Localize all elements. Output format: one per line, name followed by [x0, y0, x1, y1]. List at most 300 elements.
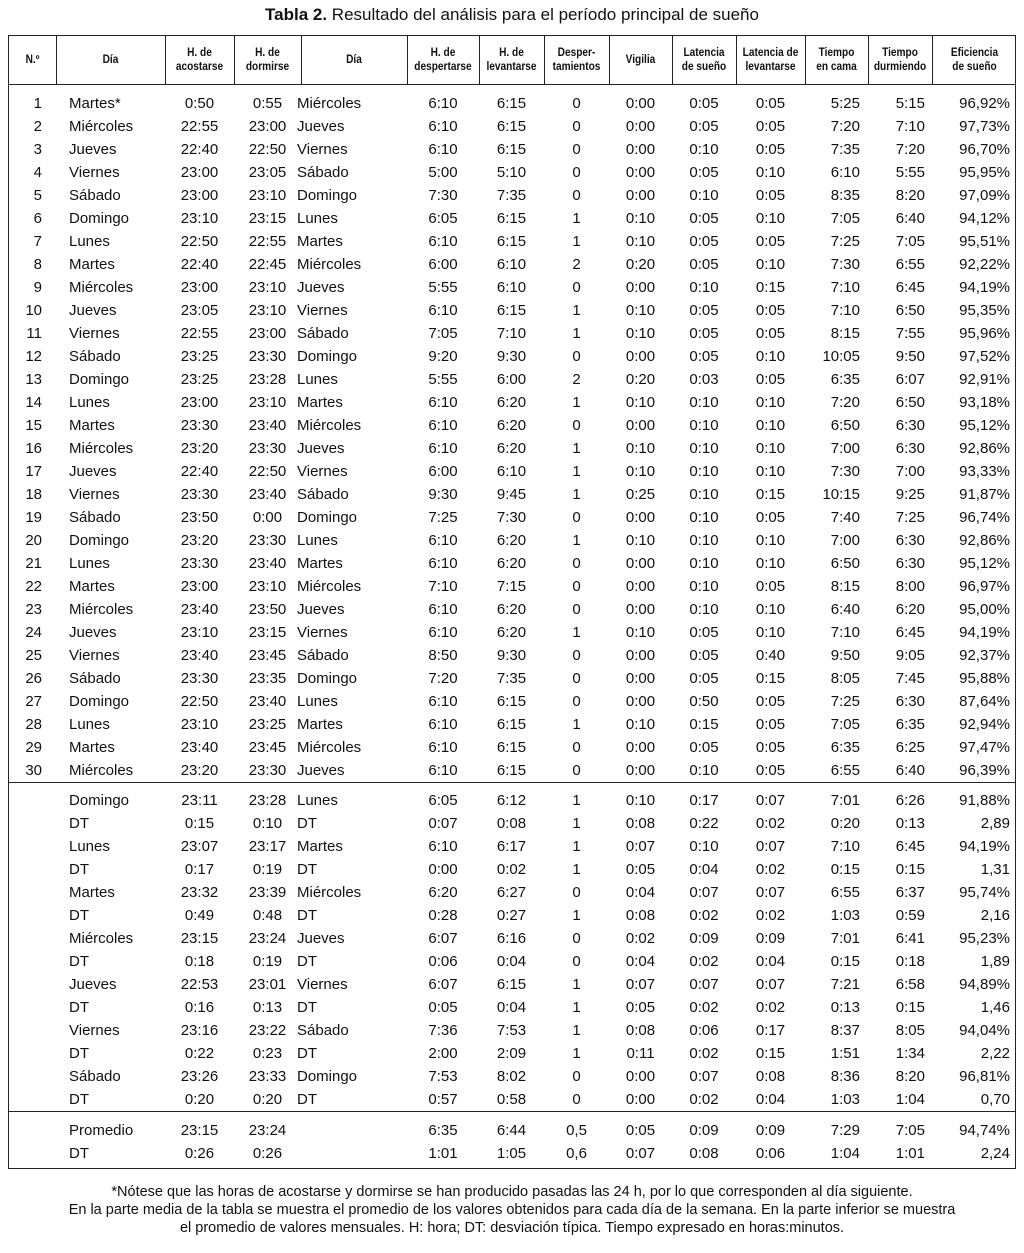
- cell-wakefulness: 0:08: [625, 815, 656, 832]
- cell-sleep-latency: 0:05: [689, 256, 719, 273]
- cell-wakefulness: 0:10: [625, 463, 656, 480]
- cell-sleep-onset-time: 23:05: [248, 164, 287, 181]
- cell-wakefulness: 0:05: [625, 861, 656, 878]
- cell-time-in-bed: 6:50: [830, 417, 860, 434]
- cell-bedtime: 0:20: [184, 1091, 215, 1108]
- column-header-awakenings: [548, 36, 605, 84]
- cell-sleep-onset-time: 0:13: [252, 999, 283, 1016]
- cell-time-asleep: 1:04: [895, 1091, 925, 1108]
- cell-rise-time: 6:44: [496, 1122, 527, 1139]
- cell-wakefulness: 0:11: [626, 1045, 655, 1062]
- cell-wakefulness: 0:10: [625, 440, 656, 457]
- cell-weekday-wake: Martes: [297, 838, 343, 855]
- cell-awakenings: 0: [572, 930, 581, 947]
- cell-wakefulness: 0:02: [625, 930, 656, 947]
- cell-sleep-onset-time: 23:33: [248, 1068, 287, 1085]
- cell-sleep-latency: 0:17: [689, 792, 719, 809]
- cell-wakefulness: 0:10: [625, 532, 656, 549]
- header-divider: [234, 36, 235, 84]
- cell-weekday-bed: Lunes: [69, 716, 110, 733]
- cell-rise-time: 0:08: [496, 815, 527, 832]
- cell-awakenings: 0: [572, 601, 581, 618]
- cell-wakefulness: 0:00: [625, 1068, 656, 1085]
- cell-rise-time: 8:02: [496, 1068, 527, 1085]
- cell-sleep-onset-time: 23:35: [248, 670, 287, 687]
- cell-weekday-wake: DT: [297, 953, 317, 970]
- cell-bedtime: 0:22: [184, 1045, 215, 1062]
- cell-time-in-bed: 7:35: [830, 141, 860, 158]
- cell-sleep-efficiency: 96,39%: [959, 762, 1010, 779]
- cell-sleep-onset-time: 0:20: [252, 1091, 283, 1108]
- cell-weekday-bed: Lunes: [69, 394, 110, 411]
- cell-rise-time: 6:10: [496, 279, 527, 296]
- monthly-summary-row: [9, 1119, 1015, 1142]
- cell-bedtime: 0:15: [184, 815, 215, 832]
- cell-weekday-wake: Domingo: [297, 348, 358, 365]
- cell-sleep-latency: 0:05: [689, 647, 719, 664]
- cell-rise-time: 6:10: [496, 463, 527, 480]
- cell-sleep-latency: 0:06: [689, 1022, 719, 1039]
- cell-rise-latency: 0:05: [755, 95, 786, 112]
- cell-sleep-efficiency: 1,89: [980, 953, 1010, 970]
- daily-row: [9, 138, 1015, 161]
- cell-bedtime: 0:17: [184, 861, 215, 878]
- cell-time-asleep: 0:18: [895, 953, 925, 970]
- cell-weekday-wake: Sábado: [297, 486, 349, 503]
- cell-awakenings: 0: [572, 555, 581, 572]
- cell-rise-latency: 0:10: [755, 210, 786, 227]
- cell-time-asleep: 0:59: [895, 907, 925, 924]
- cell-time-asleep: 6:41: [895, 930, 925, 947]
- cell-weekday-wake: Jueves: [297, 930, 345, 947]
- cell-time-in-bed: 7:21: [830, 976, 860, 993]
- cell-weekday-bed: Martes: [69, 739, 115, 756]
- cell-wakefulness: 0:00: [625, 555, 656, 572]
- cell-rise-time: 6:12: [496, 792, 527, 809]
- cell-bedtime: 23:15: [180, 930, 219, 947]
- column-header-line: levantarse: [745, 61, 796, 73]
- cell-rise-time: 6:20: [496, 532, 527, 549]
- cell-sleep-latency: 0:05: [689, 325, 719, 342]
- cell-time-asleep: 6:25: [895, 739, 925, 756]
- cell-wakefulness: 0:00: [625, 693, 656, 710]
- cell-bedtime: 23:20: [180, 440, 219, 457]
- sleep-analysis-table: [8, 35, 1016, 1169]
- cell-sleep-onset-time: 22:50: [248, 141, 287, 158]
- cell-number: 16: [25, 440, 42, 457]
- cell-time-asleep: 6:30: [895, 532, 925, 549]
- cell-sleep-efficiency: 97,09%: [959, 187, 1010, 204]
- cell-sleep-onset-time: 0:26: [252, 1145, 283, 1162]
- cell-sleep-efficiency: 0,70: [980, 1091, 1010, 1108]
- cell-weekday-bed: Martes: [69, 417, 115, 434]
- cell-number: [9, 1119, 42, 1142]
- cell-weekday-bed: Sábado: [69, 187, 121, 204]
- cell-sleep-efficiency: 94,04%: [959, 1022, 1010, 1039]
- cell-rise-time: 0:02: [496, 861, 527, 878]
- cell-time-in-bed: 7:00: [830, 440, 860, 457]
- cell-rise-time: 6:15: [496, 302, 527, 319]
- cell-weekday-bed: Domingo: [69, 693, 130, 710]
- footnote-line: En la parte media de la tabla se muestra el promedio de los valores obtenidos para cada día de la semana. En la parte inferior se muestra: [68, 1202, 956, 1218]
- cell-time-in-bed: 7:10: [830, 838, 860, 855]
- cell-weekday-wake: Miércoles: [297, 884, 362, 901]
- cell-time-asleep: 8:00: [895, 578, 925, 595]
- cell-number: 18: [25, 486, 42, 503]
- cell-sleep-latency: 0:10: [689, 279, 719, 296]
- cell-weekday-wake: Domingo: [297, 509, 358, 526]
- cell-time-asleep: 8:20: [895, 187, 925, 204]
- cell-time-in-bed: 5:25: [830, 95, 860, 112]
- cell-weekday-bed: Miércoles: [69, 601, 134, 618]
- cell-wakefulness: 0:10: [625, 394, 656, 411]
- cell-weekday-wake: Martes: [297, 394, 343, 411]
- header-divider: [56, 36, 57, 84]
- cell-sleep-efficiency: 96,81%: [959, 1068, 1010, 1085]
- cell-bedtime: 22:55: [180, 325, 219, 342]
- cell-weekday-wake: Jueves: [297, 762, 345, 779]
- cell-bedtime: 22:50: [180, 693, 219, 710]
- cell-awakenings: 0: [572, 348, 581, 365]
- cell-sleep-latency: 0:05: [689, 233, 719, 250]
- cell-rise-latency: 0:06: [755, 1145, 786, 1162]
- cell-time-asleep: 1:34: [895, 1045, 925, 1062]
- cell-sleep-onset-time: 23:22: [248, 1022, 287, 1039]
- daily-row: [9, 552, 1015, 575]
- column-header-line: Latencia de: [742, 47, 799, 59]
- cell-sleep-efficiency: 97,47%: [959, 739, 1010, 756]
- cell-number: 3: [33, 141, 42, 158]
- cell-awakenings: 0: [572, 1068, 581, 1085]
- cell-weekday-wake: DT: [297, 907, 317, 924]
- cell-number: 15: [25, 417, 42, 434]
- weekday-summary-row: [9, 789, 1015, 812]
- header-divider: [544, 36, 545, 84]
- cell-weekday-bed: Lunes: [69, 838, 110, 855]
- column-header-line: Eficiencia: [950, 47, 999, 59]
- cell-sleep-latency: 0:10: [689, 509, 719, 526]
- cell-rise-latency: 0:09: [755, 930, 786, 947]
- cell-sleep-onset-time: 22:45: [248, 256, 287, 273]
- cell-bedtime: 23:15: [180, 1122, 219, 1139]
- cell-rise-latency: 0:10: [755, 256, 786, 273]
- cell-wakefulness: 0:00: [625, 118, 656, 135]
- cell-weekday-bed: Promedio: [69, 1122, 134, 1139]
- cell-awakenings: 0: [572, 670, 581, 687]
- cell-wakefulness: 0:00: [625, 578, 656, 595]
- cell-wake-time: 6:10: [428, 141, 458, 158]
- cell-sleep-latency: 0:05: [689, 95, 719, 112]
- header-divider: [672, 36, 673, 84]
- daily-row: [9, 161, 1015, 184]
- cell-rise-latency: 0:15: [755, 670, 786, 687]
- cell-number: 24: [25, 624, 42, 641]
- cell-weekday-wake: Lunes: [297, 693, 338, 710]
- cell-time-asleep: 0:13: [895, 815, 925, 832]
- column-header-wakefulness: [613, 36, 668, 84]
- cell-wakefulness: 0:00: [625, 348, 656, 365]
- header-divider: [407, 36, 408, 84]
- cell-sleep-latency: 0:10: [689, 463, 719, 480]
- cell-sleep-latency: 0:22: [689, 815, 719, 832]
- cell-awakenings: 0: [572, 762, 581, 779]
- column-header-line: dormirse: [245, 61, 290, 73]
- cell-wake-time: 2:00: [428, 1045, 458, 1062]
- cell-wakefulness: 0:05: [625, 999, 656, 1016]
- cell-awakenings: 1: [572, 463, 581, 480]
- cell-sleep-latency: 0:05: [689, 739, 719, 756]
- cell-bedtime: 23:25: [180, 348, 219, 365]
- cell-time-asleep: 0:15: [895, 861, 925, 878]
- cell-weekday-wake: Jueves: [297, 601, 345, 618]
- cell-weekday-bed: Miércoles: [69, 279, 134, 296]
- cell-awakenings: 1: [572, 1045, 581, 1062]
- cell-weekday-wake: Sábado: [297, 1022, 349, 1039]
- cell-time-in-bed: 10:15: [822, 486, 860, 503]
- cell-bedtime: 0:49: [184, 907, 215, 924]
- daily-row: [9, 529, 1015, 552]
- cell-bedtime: 23:40: [180, 601, 219, 618]
- cell-time-in-bed: 7:20: [830, 394, 860, 411]
- cell-time-in-bed: 8:37: [830, 1022, 860, 1039]
- cell-rise-time: 6:15: [496, 716, 527, 733]
- cell-number: [9, 996, 42, 1019]
- column-header-line: Vigilia: [625, 54, 656, 66]
- daily-row: [9, 345, 1015, 368]
- column-header-line: Tiempo: [818, 47, 855, 59]
- cell-weekday-bed: Sábado: [69, 1068, 121, 1085]
- cell-wake-time: 6:10: [428, 762, 458, 779]
- cell-wakefulness: 0:10: [625, 302, 656, 319]
- cell-bedtime: 23:50: [180, 509, 219, 526]
- cell-time-in-bed: 6:35: [830, 739, 860, 756]
- cell-number: 19: [25, 509, 42, 526]
- cell-rise-time: 6:15: [496, 693, 527, 710]
- cell-sleep-efficiency: 1,46: [980, 999, 1010, 1016]
- table-title-text: Resultado del análisis para el período principal de sueño: [327, 5, 759, 24]
- cell-sleep-latency: 0:10: [689, 440, 719, 457]
- cell-weekday-wake: Viernes: [297, 463, 348, 480]
- cell-time-in-bed: 8:15: [830, 325, 860, 342]
- cell-rise-latency: 0:10: [755, 440, 786, 457]
- cell-time-in-bed: 1:51: [830, 1045, 860, 1062]
- cell-sleep-efficiency: 92,86%: [959, 532, 1010, 549]
- cell-time-asleep: 6:40: [895, 762, 925, 779]
- cell-weekday-bed: Miércoles: [69, 118, 134, 135]
- cell-time-in-bed: 8:05: [830, 670, 860, 687]
- cell-sleep-latency: 0:09: [689, 1122, 719, 1139]
- cell-sleep-latency: 0:10: [689, 141, 719, 158]
- cell-wakefulness: 0:00: [625, 95, 656, 112]
- cell-sleep-efficiency: 95,88%: [959, 670, 1010, 687]
- cell-rise-time: 6:17: [496, 838, 527, 855]
- cell-weekday-bed: Miércoles: [69, 762, 134, 779]
- cell-rise-time: 0:27: [496, 907, 527, 924]
- cell-rise-latency: 0:02: [755, 999, 786, 1016]
- cell-awakenings: 1: [572, 210, 581, 227]
- cell-sleep-latency: 0:03: [689, 371, 719, 388]
- cell-rise-latency: 0:05: [755, 371, 786, 388]
- cell-wakefulness: 0:00: [625, 509, 656, 526]
- cell-time-asleep: 7:45: [895, 670, 925, 687]
- cell-sleep-onset-time: 23:40: [248, 555, 287, 572]
- cell-rise-time: 5:10: [496, 164, 527, 181]
- cell-awakenings: 0: [572, 118, 581, 135]
- cell-number: 12: [25, 348, 42, 365]
- cell-rise-latency: 0:10: [755, 532, 786, 549]
- cell-awakenings: 1: [572, 716, 581, 733]
- cell-sleep-efficiency: 92,94%: [959, 716, 1010, 733]
- column-header-bedtime: [169, 36, 230, 84]
- cell-sleep-onset-time: 22:50: [248, 463, 287, 480]
- cell-sleep-onset-time: 23:24: [248, 930, 287, 947]
- cell-time-asleep: 6:40: [895, 210, 925, 227]
- cell-wakefulness: 0:00: [625, 279, 656, 296]
- cell-awakenings: 1: [572, 838, 581, 855]
- cell-sleep-latency: 0:05: [689, 118, 719, 135]
- cell-rise-latency: 0:02: [755, 815, 786, 832]
- cell-awakenings: 0: [572, 953, 581, 970]
- cell-weekday-bed: Viernes: [69, 325, 120, 342]
- cell-weekday-bed: DT: [69, 1045, 89, 1062]
- column-header-line: Tiempo: [882, 47, 918, 59]
- cell-number: [9, 1065, 42, 1088]
- cell-wake-time: 6:10: [428, 118, 458, 135]
- cell-sleep-efficiency: 93,33%: [959, 463, 1010, 480]
- cell-sleep-onset-time: 23:30: [248, 532, 287, 549]
- cell-wake-time: 0:05: [428, 999, 458, 1016]
- cell-rise-time: 0:58: [496, 1091, 527, 1108]
- cell-rise-latency: 0:07: [755, 792, 786, 809]
- cell-wake-time: 9:30: [428, 486, 458, 503]
- cell-sleep-efficiency: 96,92%: [959, 95, 1010, 112]
- cell-awakenings: 0: [572, 164, 581, 181]
- cell-weekday-wake: Lunes: [297, 371, 338, 388]
- cell-sleep-efficiency: 87,64%: [959, 693, 1010, 710]
- daily-row: [9, 667, 1015, 690]
- column-header-weekday-bed: [63, 36, 159, 84]
- cell-rise-latency: 0:05: [755, 762, 786, 779]
- cell-weekday-wake: Sábado: [297, 164, 349, 181]
- cell-weekday-bed: Lunes: [69, 555, 110, 572]
- weekday-summary-row: [9, 858, 1015, 881]
- cell-sleep-efficiency: 92,37%: [959, 647, 1010, 664]
- cell-awakenings: 0,6: [566, 1145, 587, 1162]
- cell-number: [9, 1088, 42, 1111]
- cell-time-in-bed: 0:20: [830, 815, 860, 832]
- daily-row: [9, 437, 1015, 460]
- cell-rise-time: 6:15: [496, 762, 527, 779]
- cell-sleep-efficiency: 95,96%: [959, 325, 1010, 342]
- cell-time-in-bed: 8:35: [830, 187, 860, 204]
- cell-sleep-onset-time: 23:24: [248, 1122, 287, 1139]
- cell-sleep-latency: 0:10: [689, 394, 719, 411]
- cell-awakenings: 1: [572, 861, 581, 878]
- cell-wakefulness: 0:07: [625, 838, 656, 855]
- cell-weekday-bed: Martes: [69, 578, 115, 595]
- cell-sleep-efficiency: 96,74%: [959, 509, 1010, 526]
- cell-bedtime: 23:10: [180, 210, 219, 227]
- cell-wake-time: 6:10: [428, 302, 458, 319]
- cell-weekday-bed: Jueves: [69, 463, 117, 480]
- cell-time-asleep: 6:26: [895, 792, 925, 809]
- cell-wake-time: 6:10: [428, 739, 458, 756]
- cell-weekday-bed: DT: [69, 815, 89, 832]
- cell-awakenings: 0: [572, 693, 581, 710]
- cell-weekday-bed: Jueves: [69, 976, 117, 993]
- cell-time-asleep: 7:55: [895, 325, 925, 342]
- cell-weekday-bed: DT: [69, 953, 89, 970]
- cell-sleep-onset-time: 23:40: [248, 417, 287, 434]
- cell-rise-time: 9:30: [496, 348, 527, 365]
- weekday-summary-row: [9, 1065, 1015, 1088]
- cell-number: 14: [25, 394, 42, 411]
- column-header-time-asleep: [872, 36, 928, 84]
- cell-weekday-bed: Jueves: [69, 302, 117, 319]
- daily-row: [9, 644, 1015, 667]
- cell-weekday-wake: Miércoles: [297, 95, 362, 112]
- cell-rise-time: 6:20: [496, 440, 527, 457]
- cell-bedtime: 0:16: [184, 999, 215, 1016]
- cell-bedtime: 23:30: [180, 670, 219, 687]
- column-header-line: N.º: [25, 54, 40, 66]
- cell-bedtime: 23:30: [180, 417, 219, 434]
- cell-wake-time: 6:10: [428, 417, 458, 434]
- cell-bedtime: 22:40: [180, 256, 219, 273]
- cell-weekday-bed: Miércoles: [69, 440, 134, 457]
- cell-rise-time: 6:00: [496, 371, 527, 388]
- cell-rise-time: 7:35: [496, 670, 527, 687]
- cell-time-asleep: 6:35: [895, 716, 925, 733]
- cell-time-in-bed: 1:04: [830, 1145, 860, 1162]
- cell-rise-latency: 0:10: [755, 394, 786, 411]
- header-divider: [868, 36, 869, 84]
- cell-awakenings: 1: [572, 624, 581, 641]
- cell-wake-time: 6:20: [428, 884, 458, 901]
- cell-wake-time: 6:35: [428, 1122, 458, 1139]
- cell-number: 27: [25, 693, 42, 710]
- cell-sleep-onset-time: 23:15: [248, 210, 287, 227]
- cell-wakefulness: 0:20: [625, 371, 656, 388]
- cell-bedtime: 22:40: [180, 141, 219, 158]
- cell-number: [9, 858, 42, 881]
- cell-number: 1: [33, 95, 42, 112]
- cell-sleep-latency: 0:05: [689, 348, 719, 365]
- cell-wake-time: 7:20: [428, 670, 458, 687]
- cell-weekday-wake: Jueves: [297, 118, 345, 135]
- weekday-summary-row: [9, 881, 1015, 904]
- cell-number: 23: [25, 601, 42, 618]
- cell-weekday-bed: Domingo: [69, 532, 130, 549]
- cell-number: 17: [25, 463, 42, 480]
- cell-number: 28: [25, 716, 42, 733]
- daily-row: [9, 460, 1015, 483]
- cell-awakenings: 1: [572, 815, 581, 832]
- cell-weekday-bed: Viernes: [69, 647, 120, 664]
- cell-sleep-efficiency: 95,12%: [959, 417, 1010, 434]
- cell-sleep-efficiency: 95,74%: [959, 884, 1010, 901]
- section-divider: [9, 1111, 1015, 1112]
- cell-awakenings: 1: [572, 233, 581, 250]
- cell-weekday-wake: Miércoles: [297, 256, 362, 273]
- cell-wake-time: 0:28: [428, 907, 458, 924]
- cell-time-in-bed: 7:30: [830, 463, 860, 480]
- cell-time-asleep: 9:50: [895, 348, 925, 365]
- cell-weekday-wake: Lunes: [297, 792, 338, 809]
- cell-time-asleep: 6:30: [895, 555, 925, 572]
- cell-rise-time: 6:20: [496, 624, 527, 641]
- cell-sleep-efficiency: 94,89%: [959, 976, 1010, 993]
